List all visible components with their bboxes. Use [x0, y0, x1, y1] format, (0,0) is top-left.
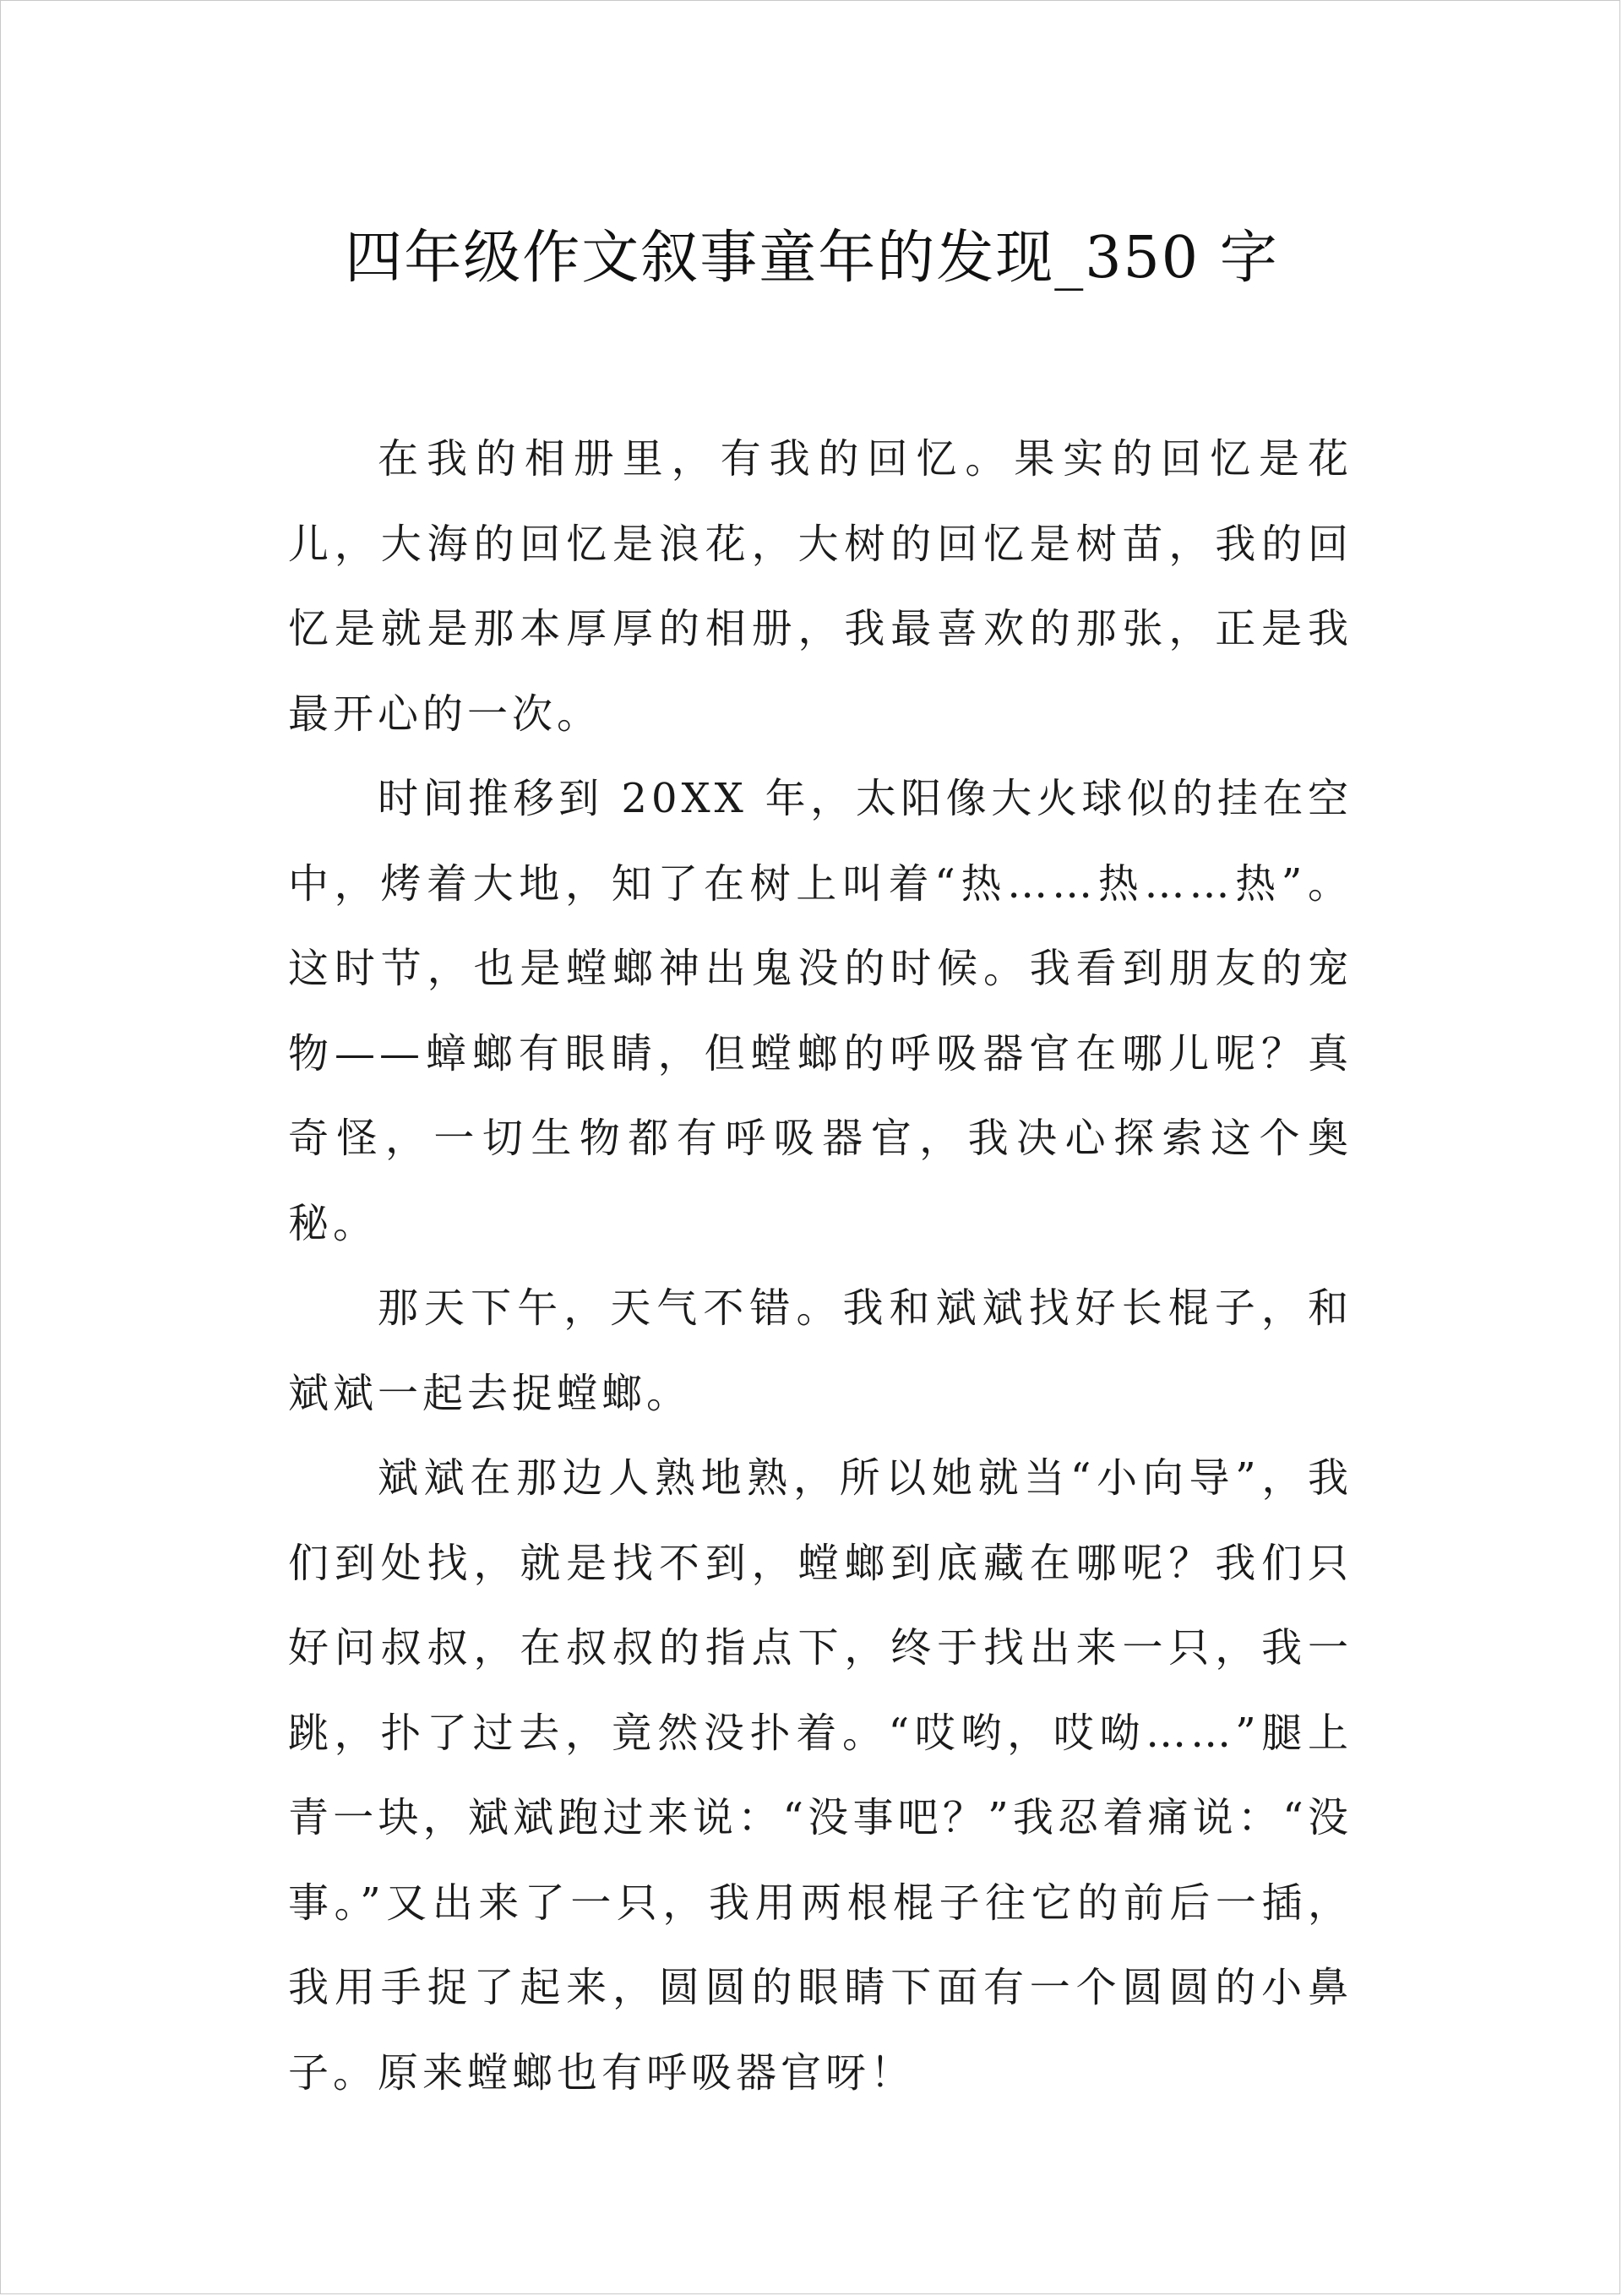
- document-title: 四年级作文叙事童年的发现_350 字: [345, 225, 1279, 292]
- paragraph-2: 时间推移到 20XX 年，太阳像大火球似的挂在空中，烤着大地，知了在树上叫着“热……热……热”。这时节，也是螳螂神出鬼没的时候。我看到朋友的宠物——蟑螂有眼睛，但螳螂的呼吸器官在哪儿呢？真奇怪，一切生物都有呼吸器官，我决心探索这个奥秘。: [288, 775, 1353, 1247]
- paragraph-4: 斌斌在那边人熟地熟，所以她就当“小向导”，我们到处找，就是找不到，螳螂到底藏在哪呢？我们只好问叔叔，在叔叔的指点下，终于找出来一只，我一跳，扑了过去，竟然没扑着。“哎哟，哎呦……”腿上青一块，斌斌跑过来说：“没事吧？”我忍着痛说：“没事。”又出来了一只，我用两根棍子往它的前后一插，我用手捉了起来，圆圆的眼睛下面有一个圆圆的小鼻子。原来螳螂也有呼吸器官呀！: [288, 1454, 1353, 2097]
- paragraph-1: 在我的相册里，有我的回忆。果实的回忆是花儿，大海的回忆是浪花，大树的回忆是树苗，我的回忆是就是那本厚厚的相册，我最喜欢的那张，正是我最开心的一次。: [288, 435, 1353, 738]
- document-body: [288, 417, 1353, 2115]
- paragraph-3: 那天下午，天气不错。我和斌斌找好长棍子，和斌斌一起去捉螳螂。: [288, 1284, 1353, 1417]
